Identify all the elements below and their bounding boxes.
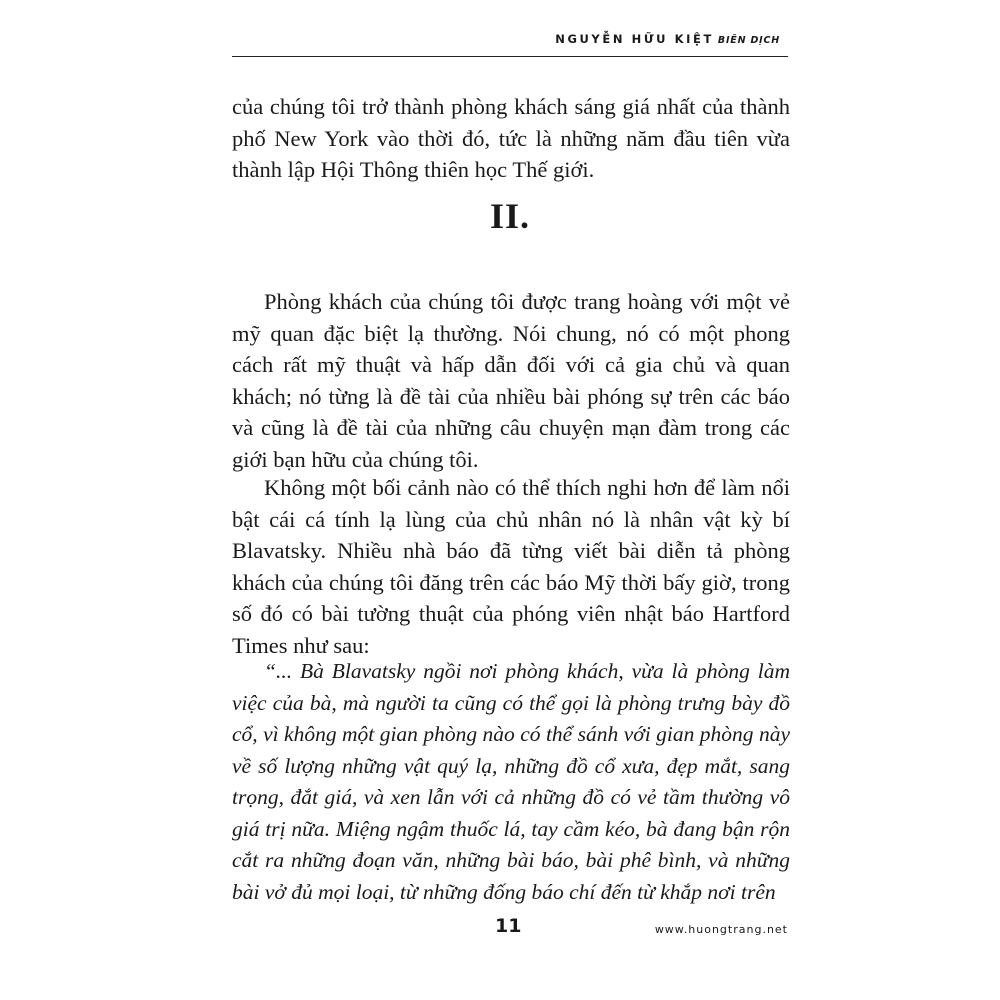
header-author: NGUYỄN HỮU KIỆT (555, 32, 714, 46)
section-heading: II. (489, 196, 531, 236)
paragraph-continuation: của chúng tôi trở thành phòng khách sáng giá nhất của thành phố New York vào thời đó, tức là những năm đầu tiên vừa thành lập Hội Thông thiên học Thế giới. (232, 94, 790, 183)
paragraph-blavatsky: Không một bối cảnh nào có thể thích nghi hơn để làm nổi bật cái cá tính lạ lùng của chủ nhân nó là nhân vật kỳ bí Blavatsky. Nhiều nhà báo đã từng viết bài diễn tả phòng khách của chúng tôi đăng trên các báo Mỹ thời bấy giờ, trong số đó có bài tường thuật của phóng viên nhật báo Hartford Times như sau: (232, 475, 790, 658)
quoted-passage: “... Bà Blavatsky ngồi nơi phòng khách, vừa là phòng làm việc của bà, mà người ta cũng có thể gọi là phòng trưng bày đồ cổ, vì không một gian phòng nào có thể sánh với gian phòng này về số lượng những vật quý lạ, những đồ cổ xưa, đẹp mắt, sang trọng, đắt giá, và xen lẫn với cả những đồ có vẻ tầm thường vô giá trị nữa. Miệng ngậm thuốc lá, tay cầm kéo, bà đang bận rộn cắt ra những đoạn văn, những bài báo, bài phê bình, và những bài vở đủ mọi loại, từ những đống báo chí đến từ khắp nơi trên (232, 659, 790, 904)
website-url: www.huongtrang.net (654, 923, 788, 936)
header-role: BIÊN DỊCH (717, 35, 780, 46)
running-header (232, 30, 788, 57)
page-number: 11 (495, 915, 522, 937)
paragraph-living-room: Phòng khách của chúng tôi được trang hoàng với một vẻ mỹ quan đặc biệt lạ thường. Nói chung, nó có một phong cách rất mỹ thuật và hấp dẫn đối với cả gia chủ và quan khách; nó từng là đề tài của nhiều bài phóng sự trên các báo và cũng là đề tài của những câu chuyện mạn đàm trong các giới bạn hữu của chúng tôi. (232, 289, 790, 472)
